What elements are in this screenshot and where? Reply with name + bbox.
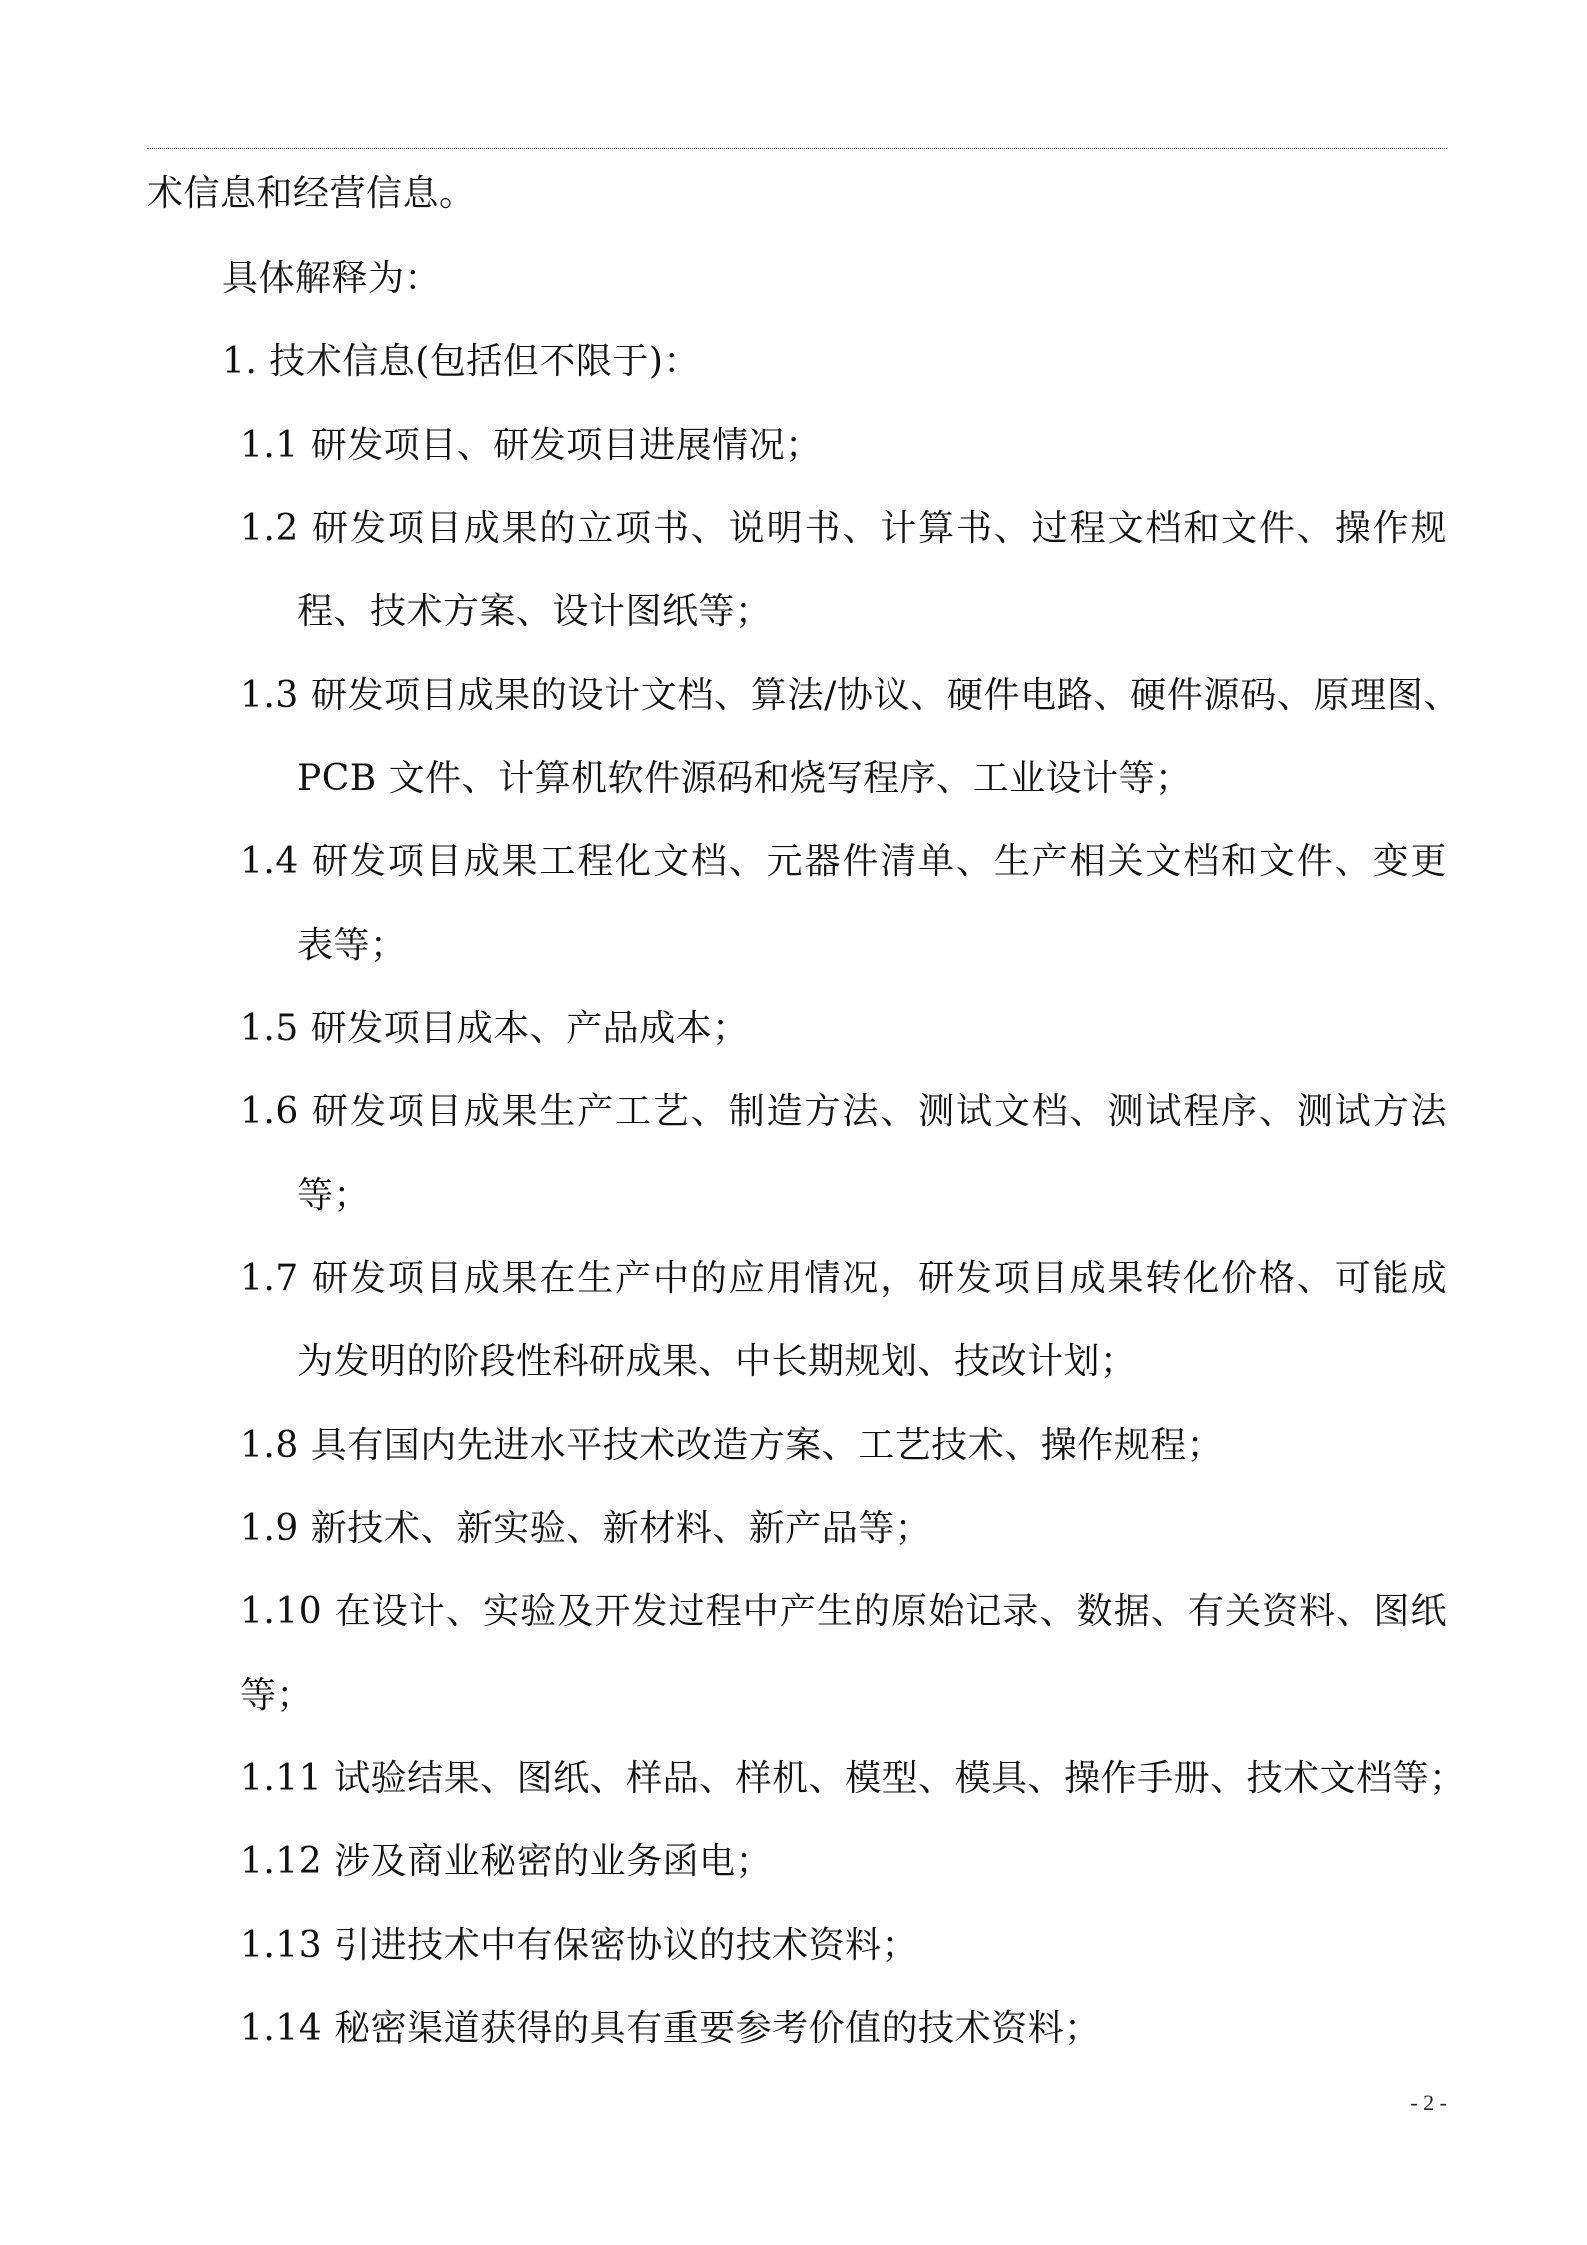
list-item-continuation: 等；	[240, 1675, 314, 1716]
list-item: 1.12 涉及商业秘密的业务函电；	[240, 1841, 773, 1882]
list-item: 1.7 研发项目成果在生产中的应用情况，研发项目成果转化价格、可能成	[240, 1258, 1447, 1299]
list-item: 1.8 具有国内先进水平技术改造方案、工艺技术、操作规程；	[240, 1425, 1224, 1466]
list-item: 1.4 研发项目成果工程化文档、元器件清单、生产相关文档和文件、变更	[240, 841, 1447, 882]
list-item: 1.13 引进技术中有保密协议的技术资料；	[240, 1925, 919, 1966]
list-item: 1.2 研发项目成果的立项书、说明书、计算书、过程文档和文件、操作规	[240, 508, 1447, 549]
list-item-continuation: 为发明的阶段性科研成果、中长期规划、技改计划；	[297, 1341, 1137, 1382]
list-item: 1.5 研发项目成本、产品成本；	[240, 1008, 749, 1049]
list-item: 1.9 新技术、新实验、新材料、新产品等；	[240, 1508, 932, 1549]
page-number: - 2 -	[1410, 2090, 1447, 2115]
paragraph-line: 具体解释为：	[222, 258, 442, 299]
list-item: 1.6 研发项目成果生产工艺、制造方法、测试文档、测试程序、测试方法	[240, 1091, 1447, 1132]
list-heading: 1. 技术信息(包括但不限于)：	[222, 341, 700, 382]
header-divider	[147, 148, 1447, 149]
list-item: 1.14 秘密渠道获得的具有重要参考价值的技术资料；	[240, 2008, 1101, 2049]
list-item-continuation: 程、技术方案、设计图纸等；	[297, 591, 772, 632]
list-item: 1.11 试验结果、图纸、样品、样机、模型、模具、操作手册、技术文档等；	[240, 1758, 1466, 1799]
list-item: 1.3 研发项目成果的设计文档、算法/协议、硬件电路、硬件源码、原理图、	[240, 675, 1460, 716]
list-item-continuation: PCB 文件、计算机软件源码和烧写程序、工业设计等；	[297, 758, 1192, 799]
list-item: 1.1 研发项目、研发项目进展情况；	[240, 425, 822, 466]
list-item-continuation: 等；	[297, 1175, 371, 1216]
list-item: 1.10 在设计、实验及开发过程中产生的原始记录、数据、有关资料、图纸	[240, 1591, 1447, 1632]
paragraph-line: 术信息和经营信息。	[147, 173, 476, 214]
list-item-continuation: 表等；	[297, 925, 407, 966]
